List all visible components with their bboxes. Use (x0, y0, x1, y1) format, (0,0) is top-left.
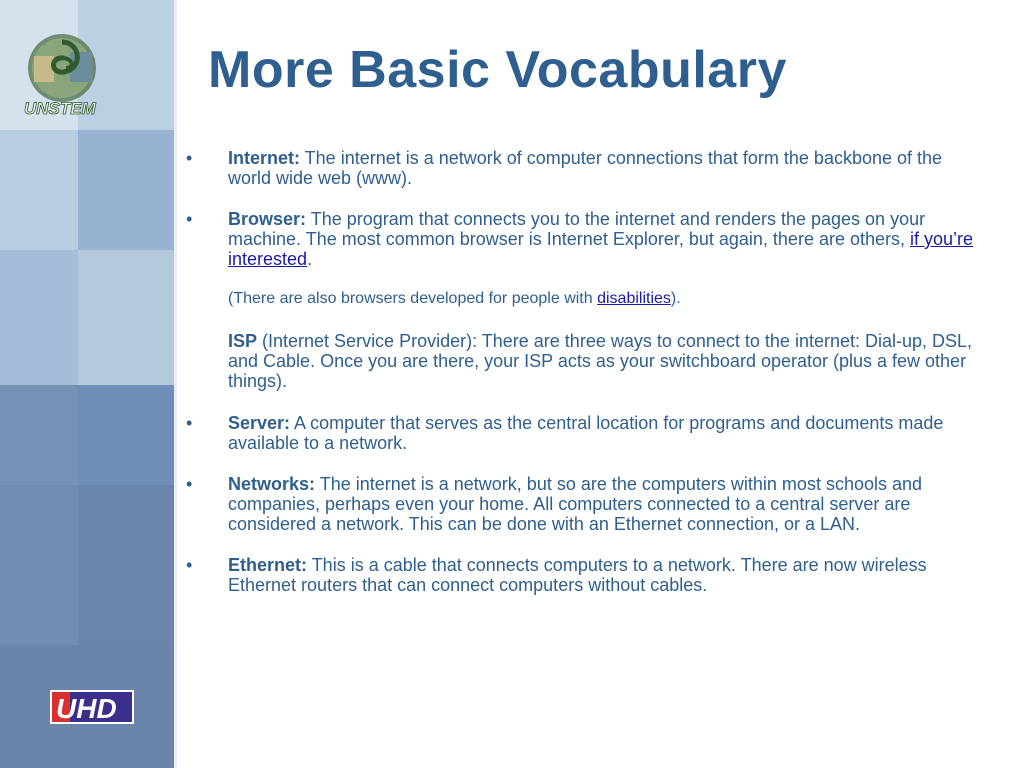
list-item-networks (186, 474, 976, 534)
definition: The program that connects you to the internet and renders the pages on your machine. The most common browser is Internet Explorer, but again, there are others, (228, 209, 926, 249)
definition-end: . (307, 249, 313, 269)
isp-note (186, 331, 976, 391)
uhd-logo (50, 690, 134, 724)
definition: The internet is a network, but so are the computers within most schools and companies, perhaps even your home. All computers connected to a central server are considered a network. This can be done with an Ethernet connection, or a LAN. (228, 474, 923, 534)
definition: (Internet Service Provider): There are three ways to connect to the internet: Dial-up, DSL, and Cable. Once you are there, your ISP acts as your switchboard operator (plus a few other things). (228, 331, 973, 391)
bullet-icon: • (186, 474, 193, 494)
definition: The internet is a network of computer connections that form the backbone of the world wide web (www). (228, 148, 943, 188)
bullet-icon: • (186, 148, 193, 168)
sidebar-divider (174, 0, 177, 768)
bullet-icon: • (186, 209, 193, 229)
bullet-icon: • (186, 413, 193, 433)
disabilities-link[interactable]: disabilities (597, 290, 671, 307)
svg-text:UHD: UHD (56, 693, 117, 724)
slide-title: More Basic Vocabulary (208, 41, 787, 99)
list-item-ethernet (186, 555, 976, 595)
browser-note (186, 289, 976, 309)
note-prefix: (There are also browsers developed for people with (228, 290, 598, 307)
unstem-logo (20, 28, 112, 124)
term: Server: (228, 413, 291, 433)
svg-text:UNSTEM: UNSTEM (24, 99, 96, 118)
note-suffix: ). (670, 290, 681, 307)
term: Networks: (228, 474, 316, 494)
bullet-icon: • (186, 555, 193, 575)
term: ISP (228, 331, 258, 351)
vocabulary-list (186, 148, 976, 616)
list-item-internet (186, 148, 976, 188)
term: Internet: (228, 148, 300, 168)
list-item-browser (186, 209, 976, 269)
term: Ethernet: (228, 555, 308, 575)
term: Browser: (228, 209, 307, 229)
list-item-server (186, 413, 976, 453)
definition: This is a cable that connects computers to a network. There are now wireless Ethernet routers that can connect computers without cables. (228, 555, 927, 595)
interested-link[interactable]: if you’re interested (228, 229, 974, 269)
definition: A computer that serves as the central location for programs and documents made available to a network. (228, 413, 944, 453)
